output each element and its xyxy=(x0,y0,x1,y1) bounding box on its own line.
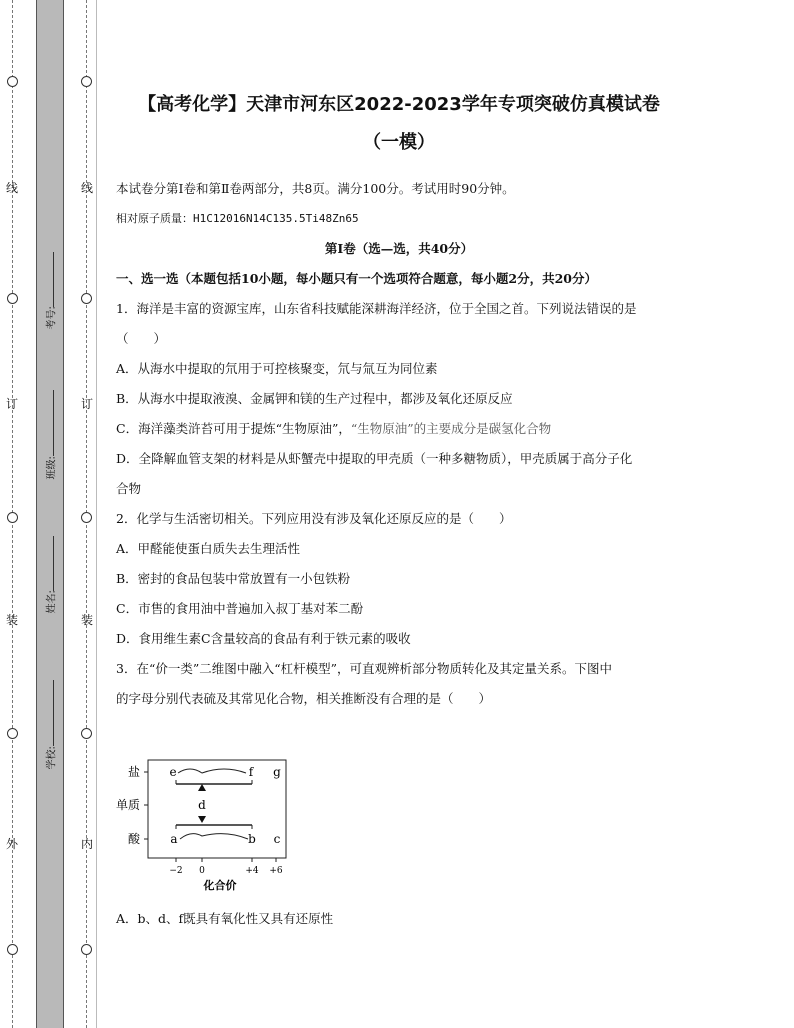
salt-curve xyxy=(178,769,246,773)
inner-mark: 装 xyxy=(80,613,93,627)
question-1-stem-cont: （ ） xyxy=(116,331,167,346)
name-field: 姓名: xyxy=(40,596,60,626)
question-2-option-b: B．密封的食品包装中常放置有一小包铁粉 xyxy=(116,571,351,586)
acid-curve xyxy=(180,834,248,839)
x-tick-label: −2 xyxy=(169,866,183,876)
x-tick-label: 0 xyxy=(199,866,205,876)
question-1-stem: 1．海洋是丰富的资源宝库，山东省科技赋能深耕海洋经济，位于全国之首。下列说法错误的是 xyxy=(116,301,637,316)
question-3-stem-cont: 的字母分别代表硫及其常见化合物，相关推断没有合理的是（ ） xyxy=(116,691,492,706)
school-field: 学校: xyxy=(40,752,60,782)
point-g: g xyxy=(273,765,281,779)
exam-title: 【高考化学】天津市河东区2022-2023学年专项突破仿真模试卷 xyxy=(138,94,660,115)
exam-number-field: 考号: xyxy=(40,312,60,342)
outer-mark: 订 xyxy=(5,397,18,411)
y-label-salt: 盐 xyxy=(127,765,140,779)
point-b: b xyxy=(248,832,256,846)
outer-mark: 装 xyxy=(5,613,18,627)
class-field: 班级: xyxy=(40,462,60,492)
inner-circle xyxy=(81,293,92,304)
outer-circle xyxy=(7,512,18,523)
intro-text: 本试卷分第Ⅰ卷和第Ⅱ卷两部分，共8页。满分100分。考试用时90分钟。 xyxy=(116,181,515,196)
point-c: c xyxy=(273,832,281,846)
inner-mark: 内 xyxy=(80,837,93,851)
question-1-option-c: C．海洋藻类浒苔可用于提炼“生物原油”，“生物原油”的主要成分是碳氢化合物 xyxy=(116,421,552,436)
point-f: f xyxy=(248,765,254,779)
x-tick-label: +6 xyxy=(269,866,283,876)
x-axis-label: 化合价 xyxy=(203,879,237,892)
exam-number-line xyxy=(53,252,54,307)
point-a: a xyxy=(170,832,178,846)
outer-circle xyxy=(7,944,18,955)
exam-subtitle: （一模） xyxy=(363,132,435,153)
outer-circle xyxy=(7,293,18,304)
question-2-option-c: C．市售的食用油中普遍加入叔丁基对苯二酚 xyxy=(116,601,364,616)
question-1-option-a: A．从海水中提取的氘用于可控核聚变，氘与氚互为同位素 xyxy=(116,361,438,376)
outer-mark: 线 xyxy=(5,181,18,195)
outer-mark: 外 xyxy=(5,837,18,851)
question-2-option-a: A．甲醛能使蛋白质失去生理活性 xyxy=(116,541,301,556)
question-1-option-b: B．从海水中提取液溴、金属钾和镁的生产过程中，都涉及氧化还原反应 xyxy=(116,391,513,406)
school-line xyxy=(53,680,54,746)
point-e: e xyxy=(169,765,177,779)
question-3-stem: 3．在“价一类”二维图中融入“杠杆模型”，可直观辨析部分物质转化及其定量关系。下图中 xyxy=(116,661,613,676)
part-heading: 一、选一选（本题包括10小题，每小题只有一个选项符合题意，每小题2分，共20分） xyxy=(116,271,597,286)
inner-circle xyxy=(81,944,92,955)
acid-fulcrum xyxy=(198,816,206,823)
question-2-option-d: D．食用维生素C含量较高的食品有利于铁元素的吸收 xyxy=(116,631,411,646)
atomic-mass-text: 相对原子质量：H1C12016N14C135.5Ti48Zn65 xyxy=(116,212,359,225)
inner-mark: 线 xyxy=(80,181,93,195)
question-1-option-d: D．全降解血管支架的材料是从虾蟹壳中提取的甲壳质（一种多糖物质），甲壳质属于高分子化 xyxy=(116,451,633,466)
binding-margin xyxy=(0,0,100,1028)
exam-document xyxy=(116,92,682,714)
y-label-element: 单质 xyxy=(116,798,140,812)
outer-circle xyxy=(7,76,18,87)
name-line xyxy=(53,536,54,591)
salt-fulcrum xyxy=(198,784,206,791)
question-2-stem: 2．化学与生活密切相关。下列应用没有涉及氧化还原反应的是（ ） xyxy=(116,511,512,526)
x-tick-label: +4 xyxy=(245,866,259,876)
class-line xyxy=(53,390,54,456)
y-label-acid: 酸 xyxy=(127,832,140,846)
gray-band xyxy=(36,0,64,1028)
outer-circle xyxy=(7,728,18,739)
point-d: d xyxy=(198,798,206,812)
question-1-option-d-cont: 合物 xyxy=(116,481,142,496)
inner-circle xyxy=(81,76,92,87)
page-edge-line xyxy=(96,0,97,1028)
question-3-option-a: A．b、d、f既具有氧化性又具有还原性 xyxy=(116,911,334,926)
valence-class-diagram xyxy=(116,756,296,894)
inner-circle xyxy=(81,728,92,739)
section-title: 第Ⅰ卷（选—选，共40分） xyxy=(324,241,474,256)
inner-mark: 订 xyxy=(80,397,93,411)
inner-circle xyxy=(81,512,92,523)
